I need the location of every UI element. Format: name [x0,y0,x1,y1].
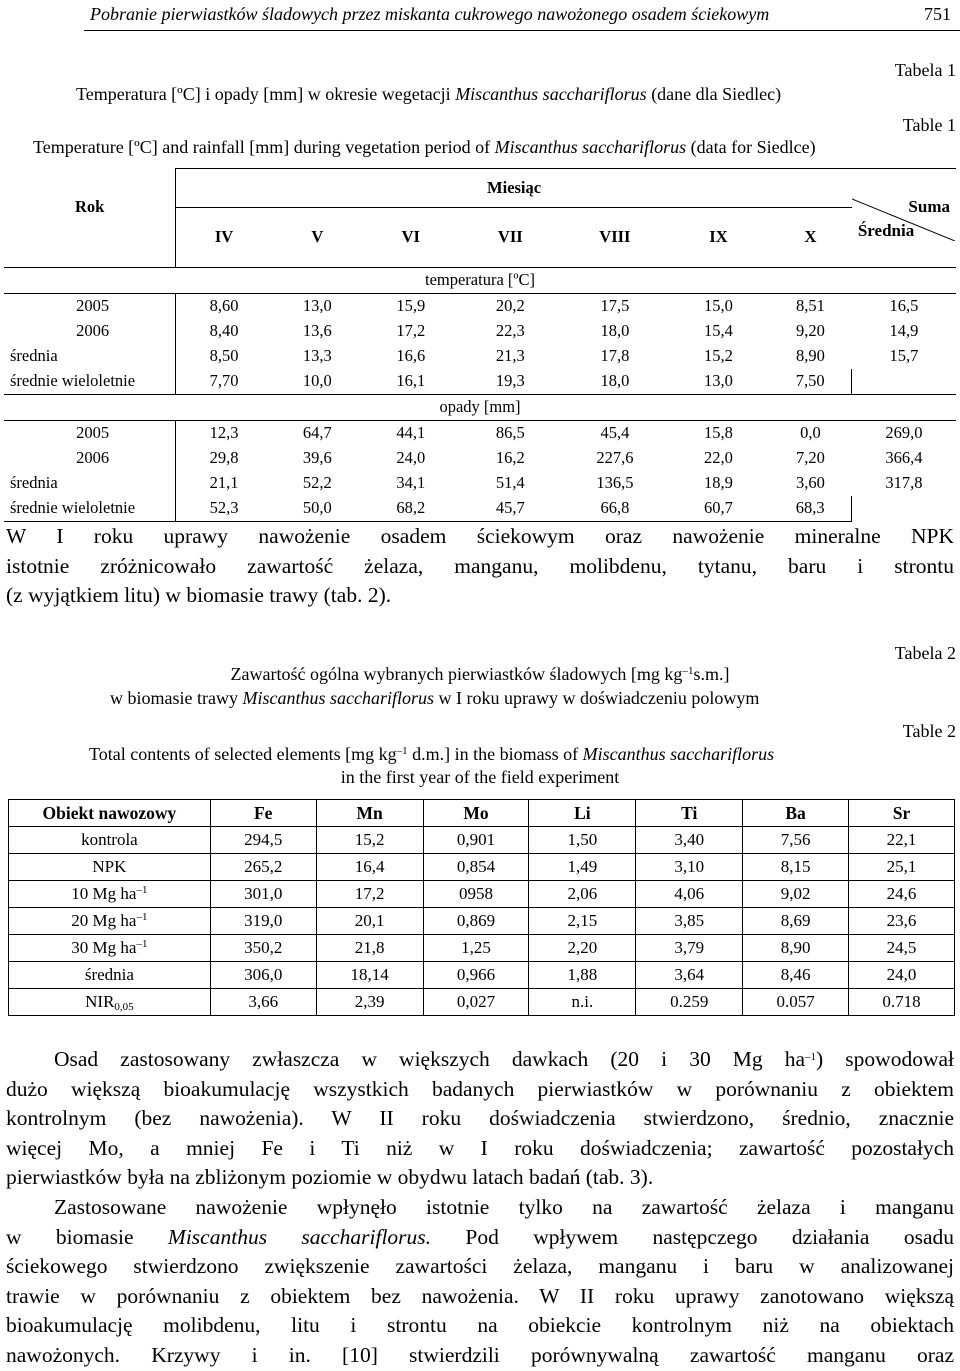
table1-cell: 15,8 [704,423,733,442]
table1-header-suma-srednia [852,169,956,268]
table1-cell: 20,2 [495,296,525,315]
table1-header-suma: Suma [908,197,950,216]
table1-cell: 12,3 [209,423,239,442]
table2-cell: 319,0 [210,908,316,935]
table2-cell: 7,56 [743,827,849,854]
paragraph-line: istotnie zróżnicowało zawartość żelaza, manganu, molibdenu, tytanu, baru i strontu [6,553,954,578]
table1-cell: 227,6 [596,448,634,467]
table1-cell: 136,5 [596,473,634,492]
table2-cell: 301,0 [210,881,316,908]
table2-label-en: Table 2 [902,721,956,741]
table2-row-label-sup: –1 [136,911,148,923]
table1-cell: 86,5 [495,423,525,442]
table1-title-pl-text: Temperatura [ºC] i opady [mm] w okresie wegetacji [76,84,456,104]
table2-row-label-text: 30 Mg ha [71,938,137,957]
table1-cell: 22,0 [704,448,733,467]
table2-header-cell: Mn [316,800,423,827]
table2-cell: n.i. [529,989,636,1016]
table1-cell: 317,8 [885,473,923,492]
table2-cell: 0.259 [636,989,743,1016]
table1-month: X [804,227,817,247]
table1-cell: 366,4 [885,448,923,467]
table1-cell: 18,0 [600,321,630,340]
paragraph-line [6,1223,954,1253]
table2-row-label [9,989,211,1016]
table2-cell: 18,14 [316,962,423,989]
table2-cell: 1,25 [423,935,529,962]
table2 [8,799,955,1016]
table1-cell: 45,4 [600,423,630,442]
paragraph-1 [6,522,954,611]
table2-cell: 20,1 [316,908,423,935]
table1-temperature-rows [4,293,956,394]
table2-cell: 0.718 [849,989,955,1016]
table2-title-pl-sup: –1 [682,665,694,677]
table2-header-row [9,800,955,827]
table1-cell: 18,9 [704,473,733,492]
table1-cell: 8,90 [795,346,825,365]
table1-row-label: średnia [4,344,176,369]
paragraph-line: (z wyjątkiem litu) w biomasie trawy (tab. 2). [6,583,392,607]
table1-cell: 10,0 [272,369,363,395]
table1-cell: 52,2 [302,473,332,492]
paragraph-line: ściekowego stwierdzono zwiększenie zawartości żelaza, manganu i baru w analizowanej [6,1254,954,1278]
table2-cell: 4,06 [636,881,743,908]
page-number: 751 [924,4,951,24]
table-row [9,881,955,908]
table1-cell: 18,0 [562,369,668,395]
table2-cell: 0,854 [423,854,529,881]
table2-row-label-text: 10 Mg ha [71,884,137,903]
table2-row-label-text: 20 Mg ha [71,911,137,930]
table1-title-pl [76,84,781,105]
table1-section-temperature: temperatura [ºC] [4,267,956,293]
table1-cell: 44,1 [396,423,426,442]
table2-row-label-text: kontrola [81,830,138,849]
table2-cell: 2,39 [316,989,423,1016]
table2-cell: 2,20 [529,935,636,962]
table2-header-cell: Obiekt nawozowy [9,800,211,827]
table-row [9,935,955,962]
table2-row-label-sub: 0,05 [114,1001,134,1013]
table2-cell: 1,88 [529,962,636,989]
table1-cell: 14,9 [889,321,919,340]
table1-cell: 13,6 [302,321,332,340]
table1-cell: 66,8 [562,496,668,522]
table1-title-en-suffix: (data for Siedlce) [686,137,816,157]
paragraph-2 [6,1045,954,1193]
table1-cell: 15,9 [396,296,426,315]
table2-row-label [9,881,211,908]
table1-cell: 7,50 [769,369,852,395]
table1-cell: 13,0 [668,369,769,395]
table-row [4,319,956,344]
table2-cell: 265,2 [210,854,316,881]
table2-title-en-species: Miscanthus sacchariflorus [582,744,775,764]
table2-cell: 3,79 [636,935,743,962]
table1-title-pl-suffix: (dane dla Siedlec) [646,84,782,104]
table2-cell: 2,06 [529,881,636,908]
paragraph-line: Zastosowane nawożenie wpłynęło istotnie tylko na zawartość żelaza i manganu [54,1195,954,1219]
table2-row-label-text: średnia [84,965,134,984]
table2-cell: 350,2 [210,935,316,962]
table2-header-cell: Fe [210,800,316,827]
table2-cell: 9,02 [743,881,849,908]
paragraph-line: więcej Mo, a mniej Fe i Ti niż w I roku doświadczenia; zawartość pozostałych [6,1135,954,1160]
table2-cell: 17,2 [316,881,423,908]
table2-title-pl2-text-b: w I roku uprawy w doświadczeniu polowym [433,688,760,708]
table1-rainfall-rows [4,420,956,521]
table1-cell: 16,1 [363,369,459,395]
table2-header-cell: Li [529,800,636,827]
table1-cell: 24,0 [396,448,426,467]
table-row [9,827,955,854]
table1 [4,168,956,522]
table1-header-rok: Rok [4,169,176,268]
table1-title-en [33,137,816,158]
table2-row-label-text: NPK [92,857,127,876]
table1-cell: 8,40 [209,321,239,340]
table1-cell: 68,3 [769,496,852,522]
table2-cell: 3,66 [210,989,316,1016]
table1-header-miesiac: Miesiąc [176,169,852,208]
table2-cell: 0,966 [423,962,529,989]
table1-cell: 51,4 [495,473,525,492]
table2-cell: 0.057 [743,989,849,1016]
table1-month: V [311,227,324,247]
table2-cell: 306,0 [210,962,316,989]
table2-body [9,827,955,1016]
table1-row-label: średnie wieloletnie [4,369,176,395]
paragraph-line: W I roku uprawy nawożenie osadem ściekowym oraz nawożenie mineralne NPK [6,524,954,548]
table2-cell: 0958 [423,881,529,908]
table2-title-pl-text-b: s.m.] [693,664,730,684]
table2-cell: 0,027 [423,989,529,1016]
table1-cell: 15,0 [704,296,733,315]
table2-title-en-text: Total contents of selected elements [mg kg [89,744,397,764]
table1-month: VI [401,227,420,247]
table1-row-label: 2006 [4,446,176,471]
table2-header-cell: Ba [743,800,849,827]
table1-cell: 16,2 [495,448,525,467]
table2-header-cell: Ti [636,800,743,827]
paragraph-text: ) spowodował [816,1047,954,1071]
table1-row-label: 2005 [4,293,176,319]
table2-row-label [9,854,211,881]
table2-row-label-sup: –1 [136,938,148,950]
table2-cell: 22,1 [849,827,955,854]
table2-title-pl-line2 [110,688,759,709]
paragraph-line: nawożonych. Krzywy i in. [10] stwierdzili porównywalną zawartość manganu oraz [6,1342,954,1367]
table2-cell: 21,8 [316,935,423,962]
table2-cell: 8,46 [743,962,849,989]
paragraph-line: pierwiastków była na zbliżonym poziomie w obydwu latach badań (tab. 3). [6,1165,654,1189]
paragraph-species: Miscanthus sacchariflorus. [167,1224,432,1249]
table1-cell: 8,50 [209,346,239,365]
paragraph-sup: –1 [805,1051,817,1063]
paragraph-line: kontrolnym (bez nawożenia). W II roku doświadczenia stwierdzono, średnio, znacznie [6,1106,954,1130]
table1-cell: 21,3 [495,346,525,365]
table2-cell: 294,5 [210,827,316,854]
paragraph-text: Pod wpływem następczego działania osadu [431,1224,955,1249]
table2-cell: 23,6 [849,908,955,935]
table-row [4,293,956,319]
table2-cell: 8,69 [743,908,849,935]
table2-cell: 15,2 [316,827,423,854]
table1-header-srednia: Średnia [857,221,915,240]
table1-cell: 15,2 [704,346,733,365]
table1-cell: 22,3 [495,321,525,340]
table-row [4,420,956,446]
table1-month: IV [214,227,234,247]
table2-row-label [9,827,211,854]
table1-row-label: średnie wieloletnie [4,496,176,522]
table1-title-en-species: Miscanthus sacchariflorus [494,137,687,157]
paragraph-line: trawie w porównaniu z obiektem bez nawożenia. W II roku uprawy zanotowano większą [6,1283,954,1308]
table2-row-label [9,908,211,935]
table1-cell: 60,7 [668,496,769,522]
table2-cell: 3,85 [636,908,743,935]
table2-header-cell: Sr [849,800,955,827]
table-row [4,446,956,471]
paragraph-text: Osad zastosowany zwłaszcza w większych dawkach (20 i 30 Mg ha [54,1047,806,1071]
table2-cell: 8,15 [743,854,849,881]
table1-cell: 17,8 [600,346,630,365]
table-row [4,471,956,496]
table2-header-cell: Mo [423,800,529,827]
table1-cell: 15,4 [704,321,733,340]
table-row [4,344,956,369]
paragraph-text: w biomasie [6,1224,168,1249]
table1-cell: 52,3 [176,496,272,522]
header-rule [84,30,960,31]
table1-cell: 19,3 [459,369,562,395]
table2-title-pl-text: Zawartość ogólna wybranych pierwiastków śladowych [mg kg [230,664,683,684]
table1-cell: 13,0 [302,296,332,315]
paragraph-line [6,1045,954,1075]
table2-row-label-sup: –1 [136,884,148,896]
table2-cell: 1,49 [529,854,636,881]
table2-title-en-line2: in the first year of the field experiment [340,767,620,787]
table1-cell: 8,51 [795,296,825,315]
table2-cell: 0,901 [423,827,529,854]
table1-cell: 29,8 [209,448,239,467]
table2-cell: 25,1 [849,854,955,881]
table2-title-en-sup: –1 [396,745,408,757]
table2-cell: 1,50 [529,827,636,854]
table1-cell: 3,60 [795,473,825,492]
table2-label-pl: Tabela 2 [894,643,956,663]
table1-cell: 269,0 [885,423,923,442]
table1-cell: 68,2 [363,496,459,522]
table2-row-label [9,935,211,962]
table-row [4,496,956,522]
table1-month: VIII [599,227,631,247]
paragraph-line: bioakumulację molibdenu, litu i strontu na obiekcie kontrolnym niż na obiektach [6,1313,954,1337]
table1-cell: 45,7 [459,496,562,522]
table1-cell: 21,1 [209,473,239,492]
table1-cell: 39,6 [302,448,332,467]
table1-label-en: Table 1 [902,115,956,135]
table1-row-label: 2006 [4,319,176,344]
table2-title-pl-line1 [0,664,960,685]
table1-cell: 16,6 [396,346,426,365]
table1-cell: 64,7 [302,423,332,442]
table2-cell: 24,0 [849,962,955,989]
table2-cell: 3,10 [636,854,743,881]
table1-row-label: średnia [4,471,176,496]
table2-title-en-line1 [89,744,774,765]
table1-cell: 13,3 [302,346,332,365]
table1-month: VII [497,227,523,247]
table1-cell: 0,0 [800,423,821,442]
table1-cell: 7,20 [795,448,825,467]
table1-cell: 34,1 [396,473,426,492]
table1-label-pl: Tabela 1 [894,60,956,80]
paragraph-3 [6,1193,954,1370]
table2-cell: 3,64 [636,962,743,989]
paragraph-line: dużo większą bioakumulację wszystkich badanych pierwiastków w porównaniu z obiektem [6,1076,954,1101]
table1-title-pl-species: Miscanthus sacchariflorus [455,84,647,104]
table2-cell: 24,5 [849,935,955,962]
table-row [9,854,955,881]
table2-row-label [9,962,211,989]
running-header [90,0,955,30]
table1-cell: 16,5 [889,296,919,315]
table2-title-en-text-b: d.m.] in the biomass of [407,744,583,764]
table1-row-label: 2005 [4,420,176,446]
table2-cell: 2,15 [529,908,636,935]
table1-cell [852,369,956,395]
table1-cell: 17,2 [396,321,426,340]
table1-section-rainfall: opady [mm] [4,394,956,420]
table1-cell: 7,70 [176,369,272,395]
table2-cell: 24,6 [849,881,955,908]
table-row [9,989,955,1016]
table2-row-label-text: NIR [85,992,115,1011]
running-title: Pobranie pierwiastków śladowych przez miskanta cukrowego nawożonego osadem ściekowym [90,4,770,24]
table2-cell: 16,4 [316,854,423,881]
table2-title-pl2-text: w biomasie trawy [110,688,243,708]
table-row [9,908,955,935]
table-row [9,962,955,989]
table1-cell: 9,20 [795,321,825,340]
table1-cell: 15,7 [889,346,919,365]
table1-cell: 8,60 [209,296,239,315]
table2-cell: 0,869 [423,908,529,935]
table2-title-pl2-species: Miscanthus sacchariflorus [242,688,434,708]
table-row [4,369,956,395]
table1-cell [852,496,956,522]
table1-cell: 17,5 [600,296,630,315]
table1-month: IX [709,227,728,247]
table1-title-en-text: Temperature [ºC] and rainfall [mm] during vegetation period of [33,137,495,157]
table2-cell: 8,90 [743,935,849,962]
table2-cell: 3,40 [636,827,743,854]
table1-cell: 50,0 [272,496,363,522]
